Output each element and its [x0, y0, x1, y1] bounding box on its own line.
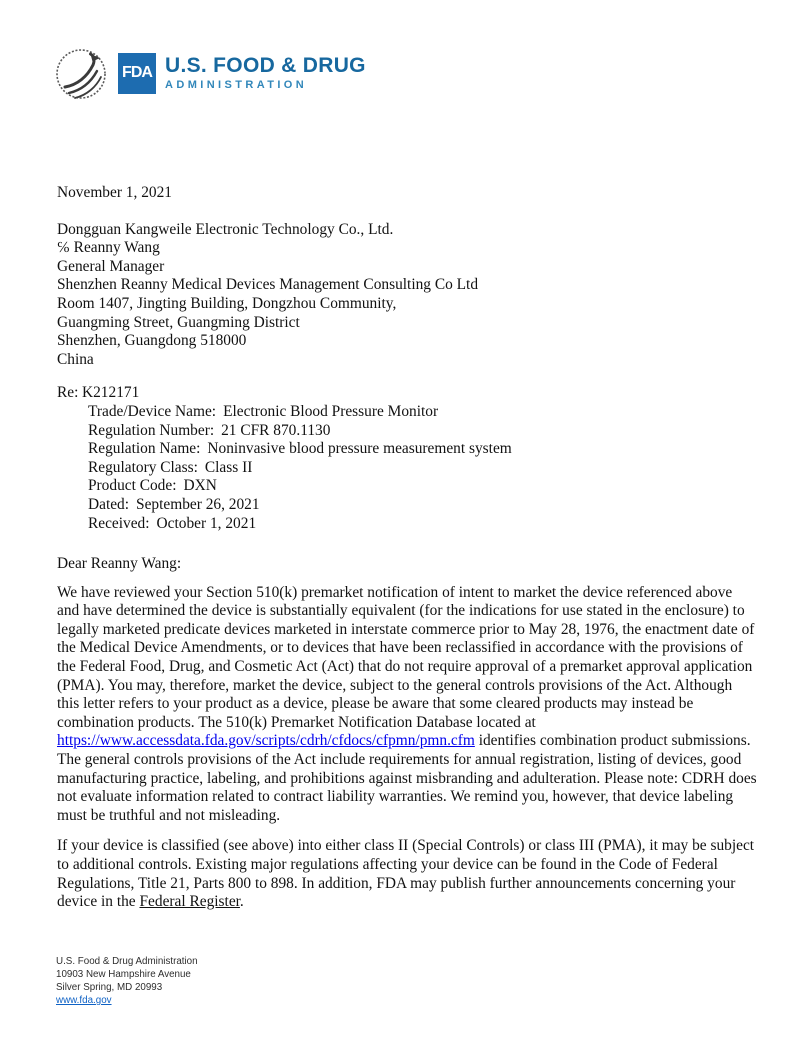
re-field-row [88, 403, 757, 422]
hhs-eagle-logo [55, 44, 109, 102]
address-line: Dongguan Kangweile Electronic Technology Co., Ltd. [57, 220, 394, 238]
recipient-address [57, 221, 757, 370]
k-number: K212171 [82, 384, 140, 402]
paragraph-text: . [239, 893, 244, 911]
re-fields [57, 403, 757, 533]
paragraph-text: We have reviewed your Section 510(k) premarket notification of intent to market the device referenced above and have determined the device is substantially equivalent (for the indications for use stated in the enclosure) to legally marketed predicate devices marketed in interstate commerce prior to May 28, 1976, the enactment date of the Medical Device Amendments, or to devices that have been reclassified in accordance with the provisions of the Federal Food, Drug, and Cosmetic Act (Act) that do not require approval of a premarket approval application (PMA). You may, therefore, market the device, subject to the general controls provisions of the Act. Although this letter refers to your product as a device, please be aware that some cleared products may instead be combination products. The 510(k) Premarket Notification Database located at [57, 583, 755, 731]
re-field-label: Regulatory Class: [88, 458, 198, 476]
footer-line: U.S. Food & Drug Administration [56, 956, 198, 967]
re-field-value: DXN [183, 477, 217, 495]
fda-wordmark [165, 55, 366, 91]
footer-line: Silver Spring, MD 20993 [56, 982, 163, 993]
address-line: General Manager [57, 257, 165, 275]
re-field-value: 21 CFR 870.1130 [221, 421, 331, 439]
re-field-label: Dated: [88, 495, 130, 513]
re-k-number-line [57, 384, 757, 403]
re-field-row [88, 477, 757, 496]
pmn-database-link[interactable]: https://www.accessdata.fda.gov/scripts/cdrh/cfdocs/cfpmn/pmn.cfm [57, 732, 475, 750]
fda-wordmark-line1: U.S. FOOD & DRUG [165, 54, 366, 77]
address-line: China [57, 350, 94, 368]
re-field-row [88, 440, 757, 459]
re-field-value: October 1, 2021 [156, 514, 257, 532]
paragraph-additional-controls [57, 837, 757, 911]
re-field-label: Trade/Device Name: [88, 402, 217, 420]
re-field-value: September 26, 2021 [136, 495, 260, 513]
footer-line: 10903 New Hampshire Avenue [56, 969, 191, 980]
re-field-label: Received: [88, 514, 150, 532]
fda-gov-link[interactable]: www.fda.gov [56, 995, 112, 1006]
paragraph-substantial-equivalence [57, 584, 757, 826]
re-field-label: Regulation Name: [88, 440, 201, 458]
salutation: Dear Reanny Wang: [57, 555, 182, 573]
address-line: Shenzhen, Guangdong 518000 [57, 332, 247, 350]
paragraph-text: identifies combination product submissions. The general controls provisions of the Act include requirements for annual registration, listing of devices, good manufacturing practice, labeling, and prohibitions against misbranding and adulteration. Please note: CDRH does not evaluate information related to contract liability warranties. We remind you, however, that device labeling must be truthful and not misleading. [57, 732, 757, 824]
re-section [57, 384, 757, 533]
address-line: Guangming Street, Guangming District [57, 313, 300, 331]
letter-footer [56, 955, 198, 1007]
letterhead [55, 44, 366, 102]
letter-body [57, 184, 757, 912]
re-field-value: Noninvasive blood pressure measurement system [207, 440, 512, 458]
re-field-value: Electronic Blood Pressure Monitor [223, 402, 439, 420]
re-field-label: Regulation Number: [88, 421, 215, 439]
re-field-label: Product Code: [88, 477, 177, 495]
federal-register-reference: Federal Register [139, 893, 240, 911]
fda-logo-square: FDA [118, 53, 156, 94]
re-field-row [88, 422, 757, 441]
letter-date: November 1, 2021 [57, 184, 172, 201]
re-label: Re: [57, 384, 79, 402]
address-line: Room 1407, Jingting Building, Dongzhou Community, [57, 294, 397, 312]
re-field-row [88, 515, 757, 534]
paragraph-text: If your device is classified (see above) into either class II (Special Controls) or class III (PMA), it may be subject to additional controls. Existing major regulations affecting your device can be found in the Code of Federal Regulations, Title 21, Parts 800 to 898. In addition, FDA may publish further announcements concerning your device in the [57, 837, 755, 911]
re-field-row [88, 459, 757, 478]
re-field-row [88, 496, 757, 515]
re-field-value: Class II [204, 458, 253, 476]
fda-wordmark-line2: ADMINISTRATION [165, 79, 308, 91]
address-line: ℅ Reanny Wang [57, 239, 160, 257]
address-line: Shenzhen Reanny Medical Devices Management Consulting Co Ltd [57, 276, 479, 294]
